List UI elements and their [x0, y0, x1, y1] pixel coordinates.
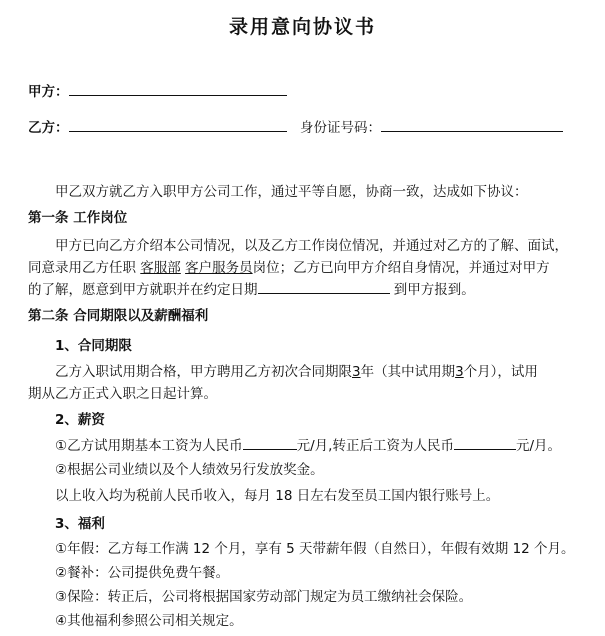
article1-line3-b: 到甲方报到。	[393, 282, 475, 298]
salary-text-a: ①乙方试用期基本工资为人民币	[55, 438, 243, 454]
article1-line1: 甲方已向乙方介绍本公司情况，以及乙方工作岗位情况，并通过对乙方的了解、面试，	[55, 238, 568, 254]
bonus-line: ②根据公司业绩以及个人绩效另行发放奖金。	[55, 462, 324, 478]
document-title: 录用意向协议书	[228, 16, 376, 38]
salary-line	[55, 434, 561, 454]
party-b-blank[interactable]	[69, 117, 287, 132]
probation-months: 3	[455, 364, 464, 380]
section1-heading: 1、合同期限	[55, 338, 132, 354]
salary-text-b: 元/月,转正后工资为人民币	[296, 438, 454, 454]
article1-heading: 第一条 工作岗位	[28, 210, 128, 226]
position-value: 客户服务员	[185, 260, 253, 276]
section1-line2: 期从乙方正式入职之日起计算。	[28, 386, 217, 402]
article1-line2-a: 同意录用乙方任职	[28, 260, 136, 276]
department-value: 客服部	[140, 260, 181, 276]
benefit-annual-leave: ①年假：乙方每工作满 12 个月，享有 5 天带薪年假（自然日），年假有效期 12 个月。	[55, 541, 575, 557]
article2-heading: 第二条 合同期限以及薪酬福利	[28, 308, 209, 324]
article1-line2-b: 岗位；乙方已向甲方介绍自身情况，并通过对甲方	[252, 260, 550, 276]
contract-years: 3	[352, 364, 361, 380]
party-b-row	[28, 116, 287, 136]
probation-salary-blank[interactable]	[243, 435, 297, 450]
income-note: 以上收入均为税前人民币收入，每月 18 日左右发至员工国内银行账号上。	[55, 488, 500, 504]
section3-heading: 3、福利	[55, 516, 105, 532]
id-number-blank[interactable]	[381, 117, 563, 132]
id-number-row	[300, 116, 563, 136]
report-date-blank[interactable]	[258, 279, 390, 294]
section2-heading: 2、薪资	[55, 412, 105, 428]
section1-line1-a: 乙方入职试用期合格，甲方聘用乙方初次合同期限	[55, 364, 352, 380]
id-number-label: 身份证号码：	[300, 120, 381, 136]
party-b-label: 乙方：	[28, 120, 69, 136]
article1-line3	[28, 278, 475, 298]
benefit-other: ④其他福利参照公司相关规定。	[55, 613, 243, 629]
benefit-meal: ②餐补：公司提供免费午餐。	[55, 565, 230, 581]
salary-text-c: 元/月。	[515, 438, 562, 454]
benefit-insurance: ③保险：转正后，公司将根据国家劳动部门规定为员工缴纳社会保险。	[55, 589, 473, 605]
article1-line3-a: 的了解，愿意到甲方就职并在约定日期	[28, 282, 258, 298]
regular-salary-blank[interactable]	[454, 435, 516, 450]
intro-text: 甲乙双方就乙方入职甲方公司工作，通过平等自愿，协商一致，达成如下协议：	[55, 184, 528, 200]
party-a-row	[28, 80, 287, 100]
section1-line1-c: 个月），试用	[463, 364, 538, 380]
article1-line2	[28, 256, 550, 276]
section1-line1	[55, 360, 538, 380]
section1-line1-b: 年（其中试用期	[360, 364, 456, 380]
party-a-label: 甲方：	[28, 84, 69, 100]
party-a-blank[interactable]	[69, 81, 287, 96]
